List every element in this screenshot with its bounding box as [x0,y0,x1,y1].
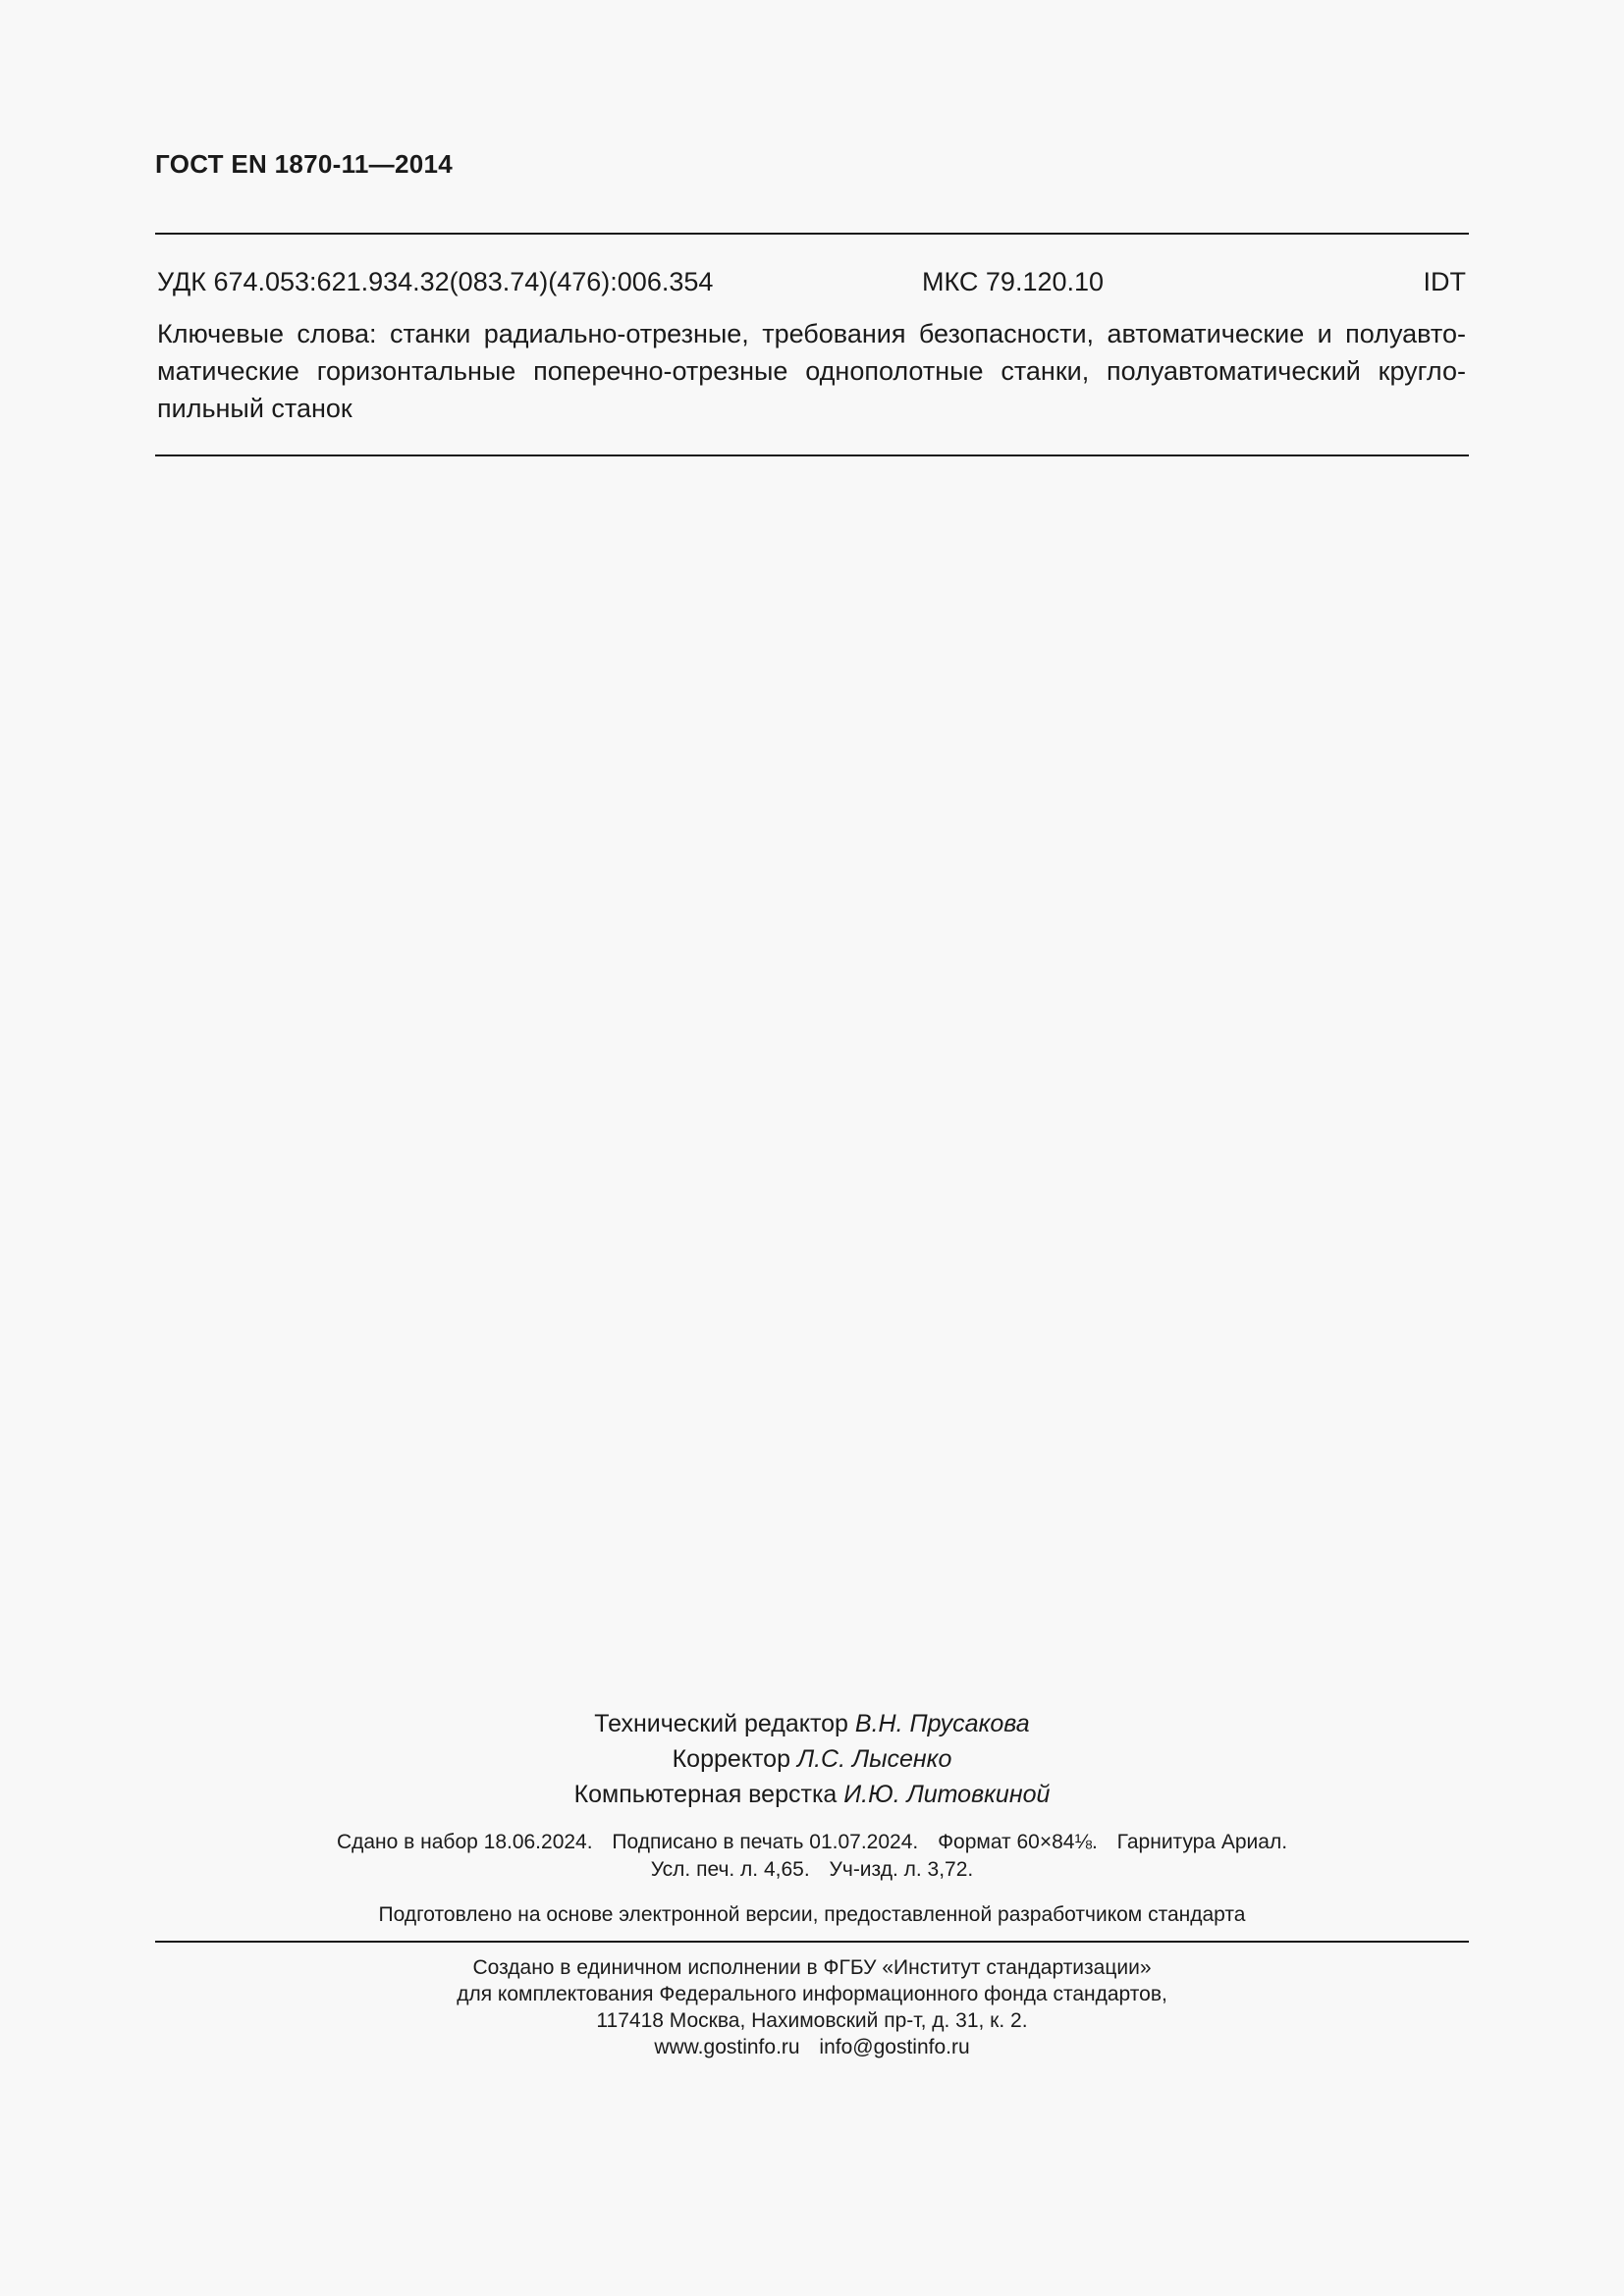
editorial-credits [155,1706,1469,1812]
tech-editor-name: В.Н. Прусакова [854,1710,1030,1737]
publisher-line-1: Создано в единичном исполнении в ФГБУ «Институт стандартизации» [472,1956,1152,1979]
top-divider [155,233,1469,235]
publisher-address: 117418 Москва, Нахимовский пр-т, д. 31, к. 2. [596,2009,1028,2032]
print-information [155,1829,1469,1884]
print-sheets: Усл. печ. л. 4,65. [650,1858,810,1881]
publisher-info [155,1954,1469,2060]
signed-date: Подписано в печать 01.07.2024. [612,1831,919,1853]
corrector-name: Л.С. Лысенко [796,1745,952,1773]
publisher-divider [155,1941,1469,1943]
publisher-line-2: для комплектования Федерального информационного фонда стандартов, [457,1983,1167,2005]
equivalence-degree: IDT [1423,267,1466,296]
keywords-divider [155,454,1469,456]
keywords-paragraph [157,315,1466,427]
layout-label: Компьютерная верстка [573,1781,838,1808]
publisher-contacts [155,2034,1469,2060]
corrector-label: Корректор [672,1745,790,1773]
tech-editor-label: Технический редактор [594,1710,848,1737]
website-link[interactable]: www.gostinfo.ru [654,2036,800,2058]
print-info-line-2 [155,1856,1469,1884]
keywords-line: Ключевые слова: станки радиально-отрезные, требования безопасности, автоматические и полуавто- [157,319,1466,348]
prepared-note: Подготовлено на основе электронной версии, предоставленной разработчиком стандарта [378,1903,1246,1926]
publisher-sheets: Уч-изд. л. 3,72. [829,1858,974,1881]
layout-name: И.Ю. Литовкиной [843,1781,1051,1808]
layout-line [155,1777,1469,1812]
email-link[interactable]: info@gostinfo.ru [819,2036,970,2058]
udk-code: УДК 674.053:621.934.32(083.74)(476):006.354 [157,267,714,296]
corrector-line [155,1741,1469,1777]
paper-format: Формат 60×84⅛. [938,1831,1098,1853]
print-info-line-1 [155,1829,1469,1856]
standard-id-header: ГОСТ EN 1870-11—2014 [155,149,454,179]
mks-code: МКС 79.120.10 [922,267,1105,296]
typeface: Гарнитура Ариал. [1116,1831,1288,1853]
keywords-line: пильный станок [157,394,352,423]
classification-codes-row [157,267,1466,300]
keywords-line: матические горизонтальные поперечно-отрезные однополотные станки, полуавтоматический кругло- [157,356,1466,386]
tech-editor-line [155,1706,1469,1741]
submitted-date: Сдано в набор 18.06.2024. [336,1831,593,1853]
